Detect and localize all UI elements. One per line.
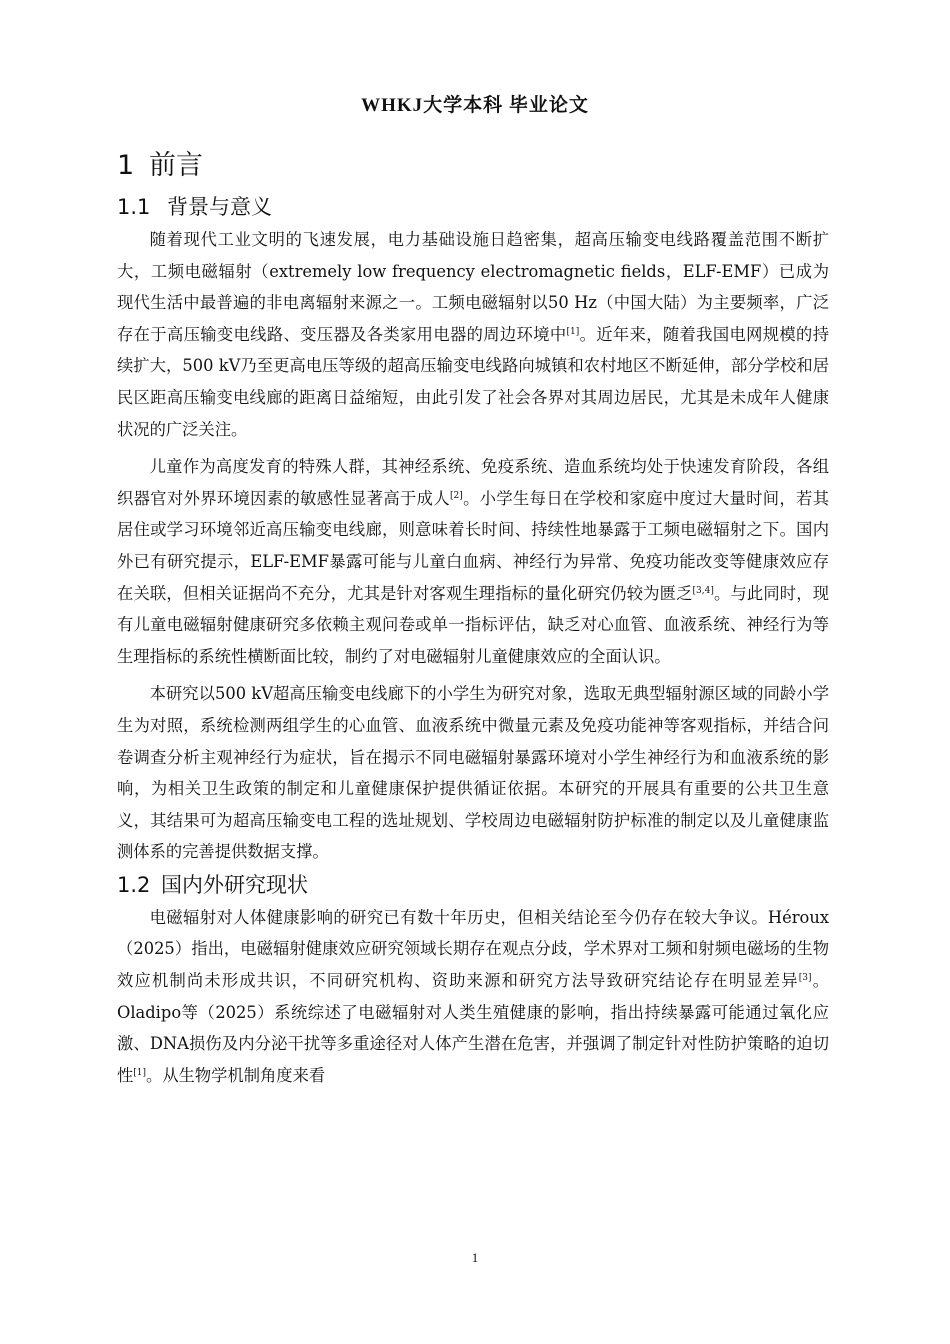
section-heading-1-2 (117, 868, 829, 902)
citation: [3] (798, 973, 812, 984)
page-number: 1 (471, 1250, 479, 1265)
chapter-title: 前言 (149, 150, 203, 181)
section-title: 背景与意义 (167, 195, 272, 219)
paragraph: 儿童作为高度发育的特殊人群，其神经系统、免疫系统、造血系统均处于快速发育阶段，各组织器官对外界环境因素的敏感性显著高于成人[2]。小学生每日在学校和家庭中度过大量时间，若其居住或学习环境邻近高压输变电线廊，则意味着长时间、持续性地暴露于工频电磁辐射之下。国内外已有研究提示，ELF-EMF暴露可能与儿童白血病、神经行为异常、免疫功能改变等健康效应存在关联，但相关证据尚不充分，尤其是针对客观生理指标的量化研究仍较为匮乏[3,4]。与此同时，现有儿童电磁辐射健康研究多依赖主观问卷或单一指标评估，缺乏对心血管、血液系统、神经行为等生理指标的系统性横断面比较，制约了对电磁辐射儿童健康效应的全面认识。 (117, 457, 829, 666)
citation: [1] (566, 326, 580, 337)
citation: [2] (449, 490, 463, 501)
paragraph: 随着现代工业文明的飞速发展，电力基础设施日趋密集，超高压输变电线路覆盖范围不断扩大，工频电磁辐射（extremely low frequency electromagnetic fields，ELF-EMF）已成为现代生活中最普遍的非电离辐射来源之一。工频电磁辐射以50 Hz（中国大陆）为主要频率，广泛存在于高压输变电线路、变压器及各类家用电器的周边环境中[1]。近年来，随着我国电网规模的持续扩大，500 kV乃至更高电压等级的超高压输变电线路向城镇和农村地区不断延伸，部分学校和居民区距高压输变电线廊的距离日益缩短，由此引发了社会各界对其周边居民，尤其是未成年人健康状况的广泛关注。 (117, 230, 829, 439)
citation: [1] (133, 1067, 147, 1078)
section-number: 1.2 (117, 872, 151, 897)
paragraph: 本研究以500 kV超高压输变电线廊下的小学生为研究对象，选取无典型辐射源区域的同龄小学生为对照，系统检测两组学生的心血管、血液系统中微量元素及免疫功能神等客观指标，并结合问卷调查分析主观神经行为症状，旨在揭示不同电磁辐射暴露环境对小学生神经行为和血液系统的影响，为相关卫生政策的制定和儿童健康保护提供循证依据。本研究的开展具有重要的公共卫生意义，其结果可为超高压输变电工程的选址规划、学校周边电磁辐射防护标准的制定以及儿童健康监测体系的完善提供数据支撑。 (117, 684, 829, 862)
chapter-number: 1 (117, 150, 135, 181)
section-title: 国内外研究现状 (161, 872, 308, 897)
section-heading-1-1 (117, 190, 829, 224)
section-number: 1.1 (117, 195, 151, 219)
running-header: WHKJ大学本科 毕业论文 (361, 95, 589, 116)
paragraph: 电磁辐射对人体健康影响的研究已有数十年历史，但相关结论至今仍存在较大争议。Héroux（2025）指出，电磁辐射健康效应研究领域长期存在观点分歧，学术界对工频和射频电磁场的生物效应机制尚未形成共识，不同研究机构、资助来源和研究方法导致研究结论存在明显差异[3]。Oladipo等（2025）系统综述了电磁辐射对人类生殖健康的影响，指出持续暴露可能通过氧化应激、DNA损伤及内分泌干扰等多重途径对人体产生潜在危害，并强调了制定针对性防护策略的迫切性[1]。从生物学机制角度来看 (117, 907, 830, 1085)
page-body (117, 142, 829, 1091)
chapter-heading (117, 142, 829, 190)
citation: [3,4] (692, 585, 714, 596)
